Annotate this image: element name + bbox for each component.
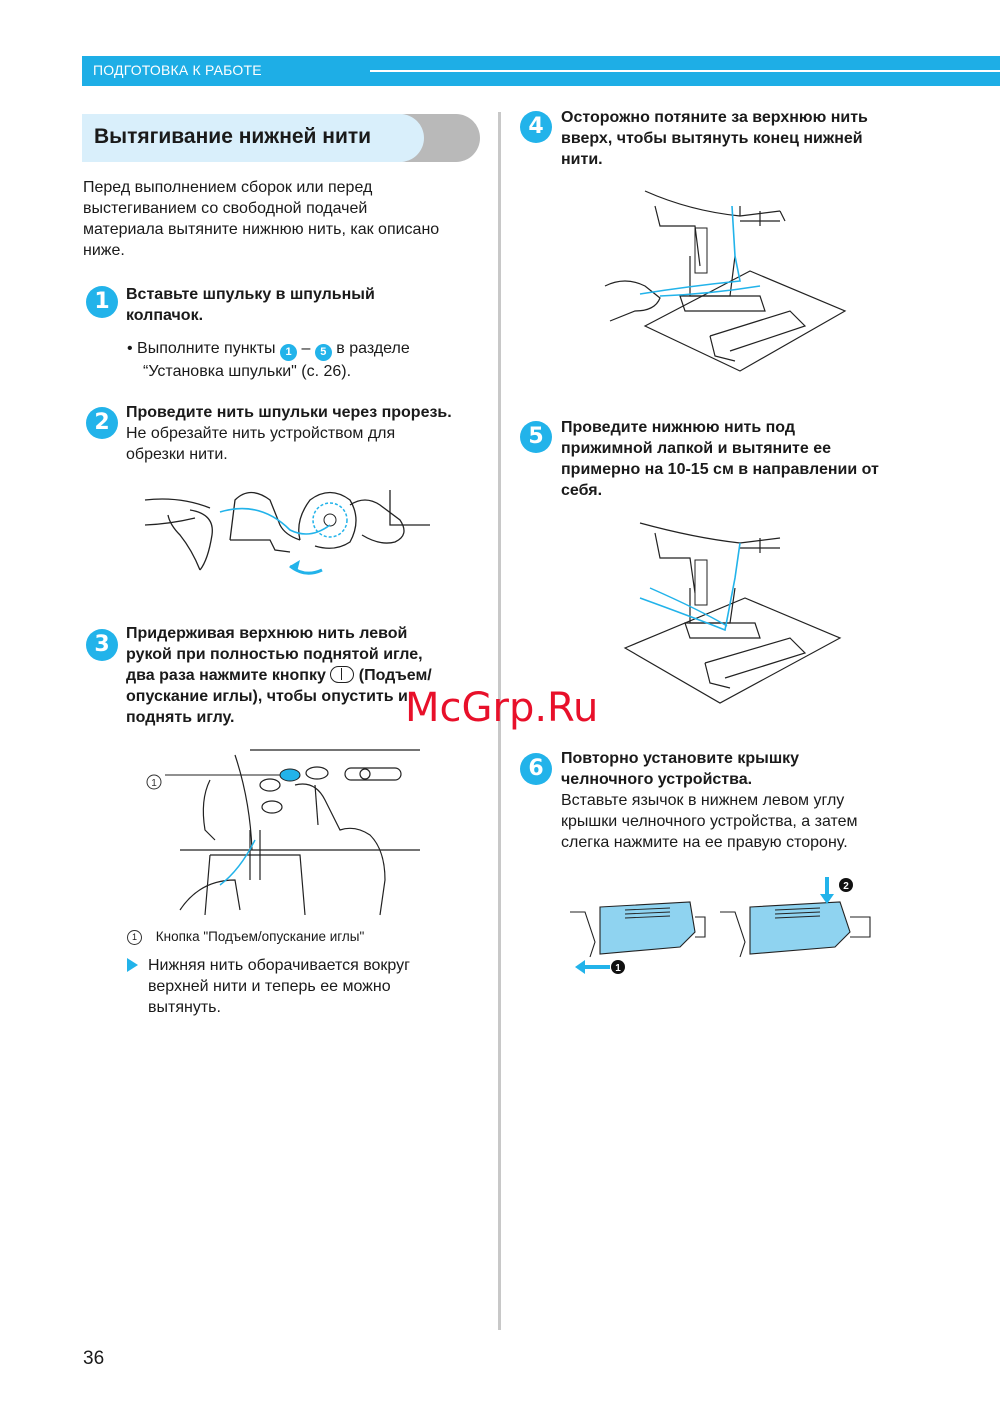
pull-upper-thread-illustration bbox=[600, 186, 850, 391]
step-6-body-line: крышки челночного устройства, а затем bbox=[561, 813, 858, 830]
intro-line: материала вытяните нижнюю нить, как описано bbox=[83, 221, 440, 238]
step-1-title bbox=[126, 284, 496, 326]
needle-position-button-icon bbox=[330, 666, 354, 683]
callout-1-label: 1 bbox=[151, 778, 157, 789]
step-5-title bbox=[561, 417, 951, 501]
step-5-title-line: прижимной лапкой и вытяните ее bbox=[561, 440, 832, 457]
dash: – bbox=[301, 340, 311, 357]
bullet-text: в разделе bbox=[336, 340, 410, 357]
section-header-bar bbox=[82, 56, 1000, 86]
step-4-number: 4 bbox=[520, 111, 552, 143]
step-3-result bbox=[127, 955, 497, 1018]
result-line: Нижняя нить оборачивается вокруг bbox=[148, 957, 410, 974]
step-4-title-line: Осторожно потяните за верхнюю нить bbox=[561, 109, 868, 126]
label-2: 2 bbox=[843, 881, 849, 892]
step-2-title: Проведите нить шпульки через прорезь. bbox=[126, 404, 452, 421]
step-5-number: 5 bbox=[520, 421, 552, 453]
intro-line: ниже. bbox=[83, 242, 125, 259]
needle-button-illustration bbox=[140, 740, 430, 920]
step-2-number: 2 bbox=[86, 407, 118, 439]
step-6-title-line: челночного устройства. bbox=[561, 771, 753, 788]
caption-number: 1 bbox=[127, 930, 142, 945]
step-2-body-line: Не обрезайте нить устройством для bbox=[126, 425, 396, 442]
bullet-text: • Выполните пункты bbox=[127, 340, 276, 357]
intro-paragraph bbox=[83, 177, 483, 261]
step-4-title-line: нити. bbox=[561, 151, 603, 168]
step-2-body-line: обрезки нити. bbox=[126, 446, 228, 463]
step-5-title-line: Проведите нижнюю нить под bbox=[561, 419, 796, 436]
step-6-text bbox=[561, 748, 951, 853]
page-title-block bbox=[82, 114, 482, 162]
step-3-number: 3 bbox=[86, 629, 118, 661]
step-3-title-line: два раза нажмите кнопку bbox=[126, 667, 326, 684]
intro-line: выстегиванием со свободной подачей bbox=[83, 200, 368, 217]
page-number: 36 bbox=[83, 1348, 105, 1369]
result-line: вытянуть. bbox=[148, 999, 221, 1016]
step-ref-dot: 1 bbox=[280, 344, 297, 361]
step-6-title-line: Повторно установите крышку bbox=[561, 750, 800, 767]
watermark: McGrp.Ru bbox=[405, 685, 599, 731]
step-5-title-line: примерно на 10-15 см в направлении от bbox=[561, 461, 879, 478]
step-3-title-line: опускание иглы), чтобы опустить и bbox=[126, 688, 408, 705]
step-1-title-line: Вставьте шпульку в шпульный bbox=[126, 286, 375, 303]
step-1-title-line: колпачок. bbox=[126, 307, 204, 324]
header-rule bbox=[370, 70, 1000, 72]
bullet-text-line2: “Установка шпульки" (с. 26). bbox=[143, 363, 352, 380]
step-5-title-line: себя. bbox=[561, 482, 603, 499]
label-1: 1 bbox=[615, 963, 621, 974]
step-3-title-line: (Подъем/ bbox=[358, 667, 432, 684]
step-3-caption bbox=[127, 926, 487, 947]
step-6-body-line: Вставьте язычок в нижнем левом углу bbox=[561, 792, 845, 809]
section-label: ПОДГОТОВКА К РАБОТЕ bbox=[93, 62, 262, 78]
step-6-body-line: слегка нажмите на ее правую сторону. bbox=[561, 834, 848, 851]
step-2-text bbox=[126, 402, 498, 465]
step-4-title-line: вверх, чтобы вытянуть конец нижней bbox=[561, 130, 863, 147]
step-4-title bbox=[561, 107, 941, 170]
step-6-number: 6 bbox=[520, 753, 552, 785]
step-1-bullet bbox=[127, 338, 497, 382]
result-line: верхней нити и теперь ее можно bbox=[148, 978, 391, 995]
bobbin-thread-illustration bbox=[140, 480, 430, 590]
caption-text: Кнопка "Подъем/опускание иглы" bbox=[155, 929, 365, 944]
step-3-title-line: рукой при полностью поднятой игле, bbox=[126, 646, 423, 663]
bobbin-cover-illustration bbox=[565, 872, 885, 982]
page-title: Вытягивание нижней нити bbox=[94, 125, 372, 148]
thread-under-presser-foot-illustration bbox=[615, 518, 845, 718]
title-box bbox=[82, 114, 424, 162]
step-1-number: 1 bbox=[86, 286, 118, 318]
intro-line: Перед выполнением сборок или перед bbox=[83, 179, 373, 196]
step-3-title-line: поднять иглу. bbox=[126, 709, 235, 726]
result-arrow-icon bbox=[127, 958, 138, 972]
step-3-title-line: Придерживая верхнюю нить левой bbox=[126, 625, 408, 642]
step-ref-dot: 5 bbox=[315, 344, 332, 361]
